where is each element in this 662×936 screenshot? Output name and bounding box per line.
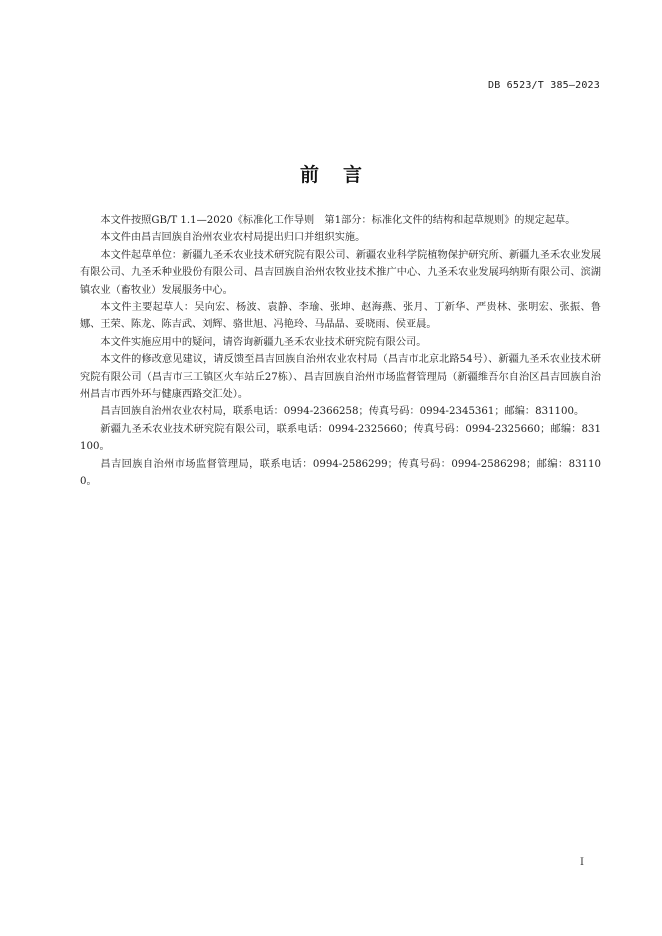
paragraph-inquiries: 本文件实施应用中的疑问，请咨询新疆九圣禾农业技术研究院有限公司。 (100, 336, 427, 348)
paragraph-drafting-units: 本文件起草单位：新疆九圣禾农业技术研究院有限公司、新疆农业科学院植物保护研究所、新疆九圣禾农业发展有限公司、九圣禾种业股份有限公司、昌吉回族自治州农牧业技术推广中心、九圣禾农业发展玛纳斯有限公司、滨湖镇农业（畜牧业）发展服务中心。 (80, 249, 601, 296)
paragraph-contact-agri-bureau: 昌吉回族自治州农业农村局，联系电话：0994-2366258；传真号码：0994-2345361；邮编：831100。 (100, 406, 585, 418)
paragraph-contact-market-bureau: 昌吉回族自治州市场监督管理局，联系电话：0994-2586299；传真号码：0994-2586298；邮编：831100。 (80, 458, 601, 488)
paragraph-contact-research-institute: 新疆九圣禾农业技术研究院有限公司，联系电话：0994-2325660；传真号码：0994-2325660；邮编：831100。 (80, 423, 601, 453)
paragraph-drafting-rules: 本文件按照GB/T 1.1—2020《标准化工作导则 第1部分：标准化文件的结构和起草规则》的规定起草。 (100, 215, 576, 226)
paragraph-proposer: 本文件由昌吉回族自治州农业农村局提出归口并组织实施。 (100, 232, 366, 244)
standard-code: DB 6523/T 385—2023 (488, 80, 600, 91)
page-number: I (580, 857, 584, 868)
foreword-body (80, 212, 601, 491)
paragraph-drafters: 本文件主要起草人：吴向宏、杨波、袁静、李瑜、张坤、赵海燕、张月、丁新华、严贵林、张明宏、张振、鲁娜、王荣、陈龙、陈吉武、刘辉、骆世旭、冯艳玲、马晶晶、妥晓雨、侯亚晨。 (80, 302, 601, 331)
page-title: 前言 (299, 164, 386, 186)
paragraph-feedback: 本文件的修改意见建议，请反馈至昌吉回族自治州农业农村局（昌吉市北京北路54号）、新疆九圣禾农业技术研究院有限公司（昌吉市三工镇区火车站丘27栋）、昌吉回族自治州市场监督管理局（新疆维吾尔自治区昌吉回族自治州昌吉市西外环与健康西路交汇处）。 (80, 354, 601, 401)
